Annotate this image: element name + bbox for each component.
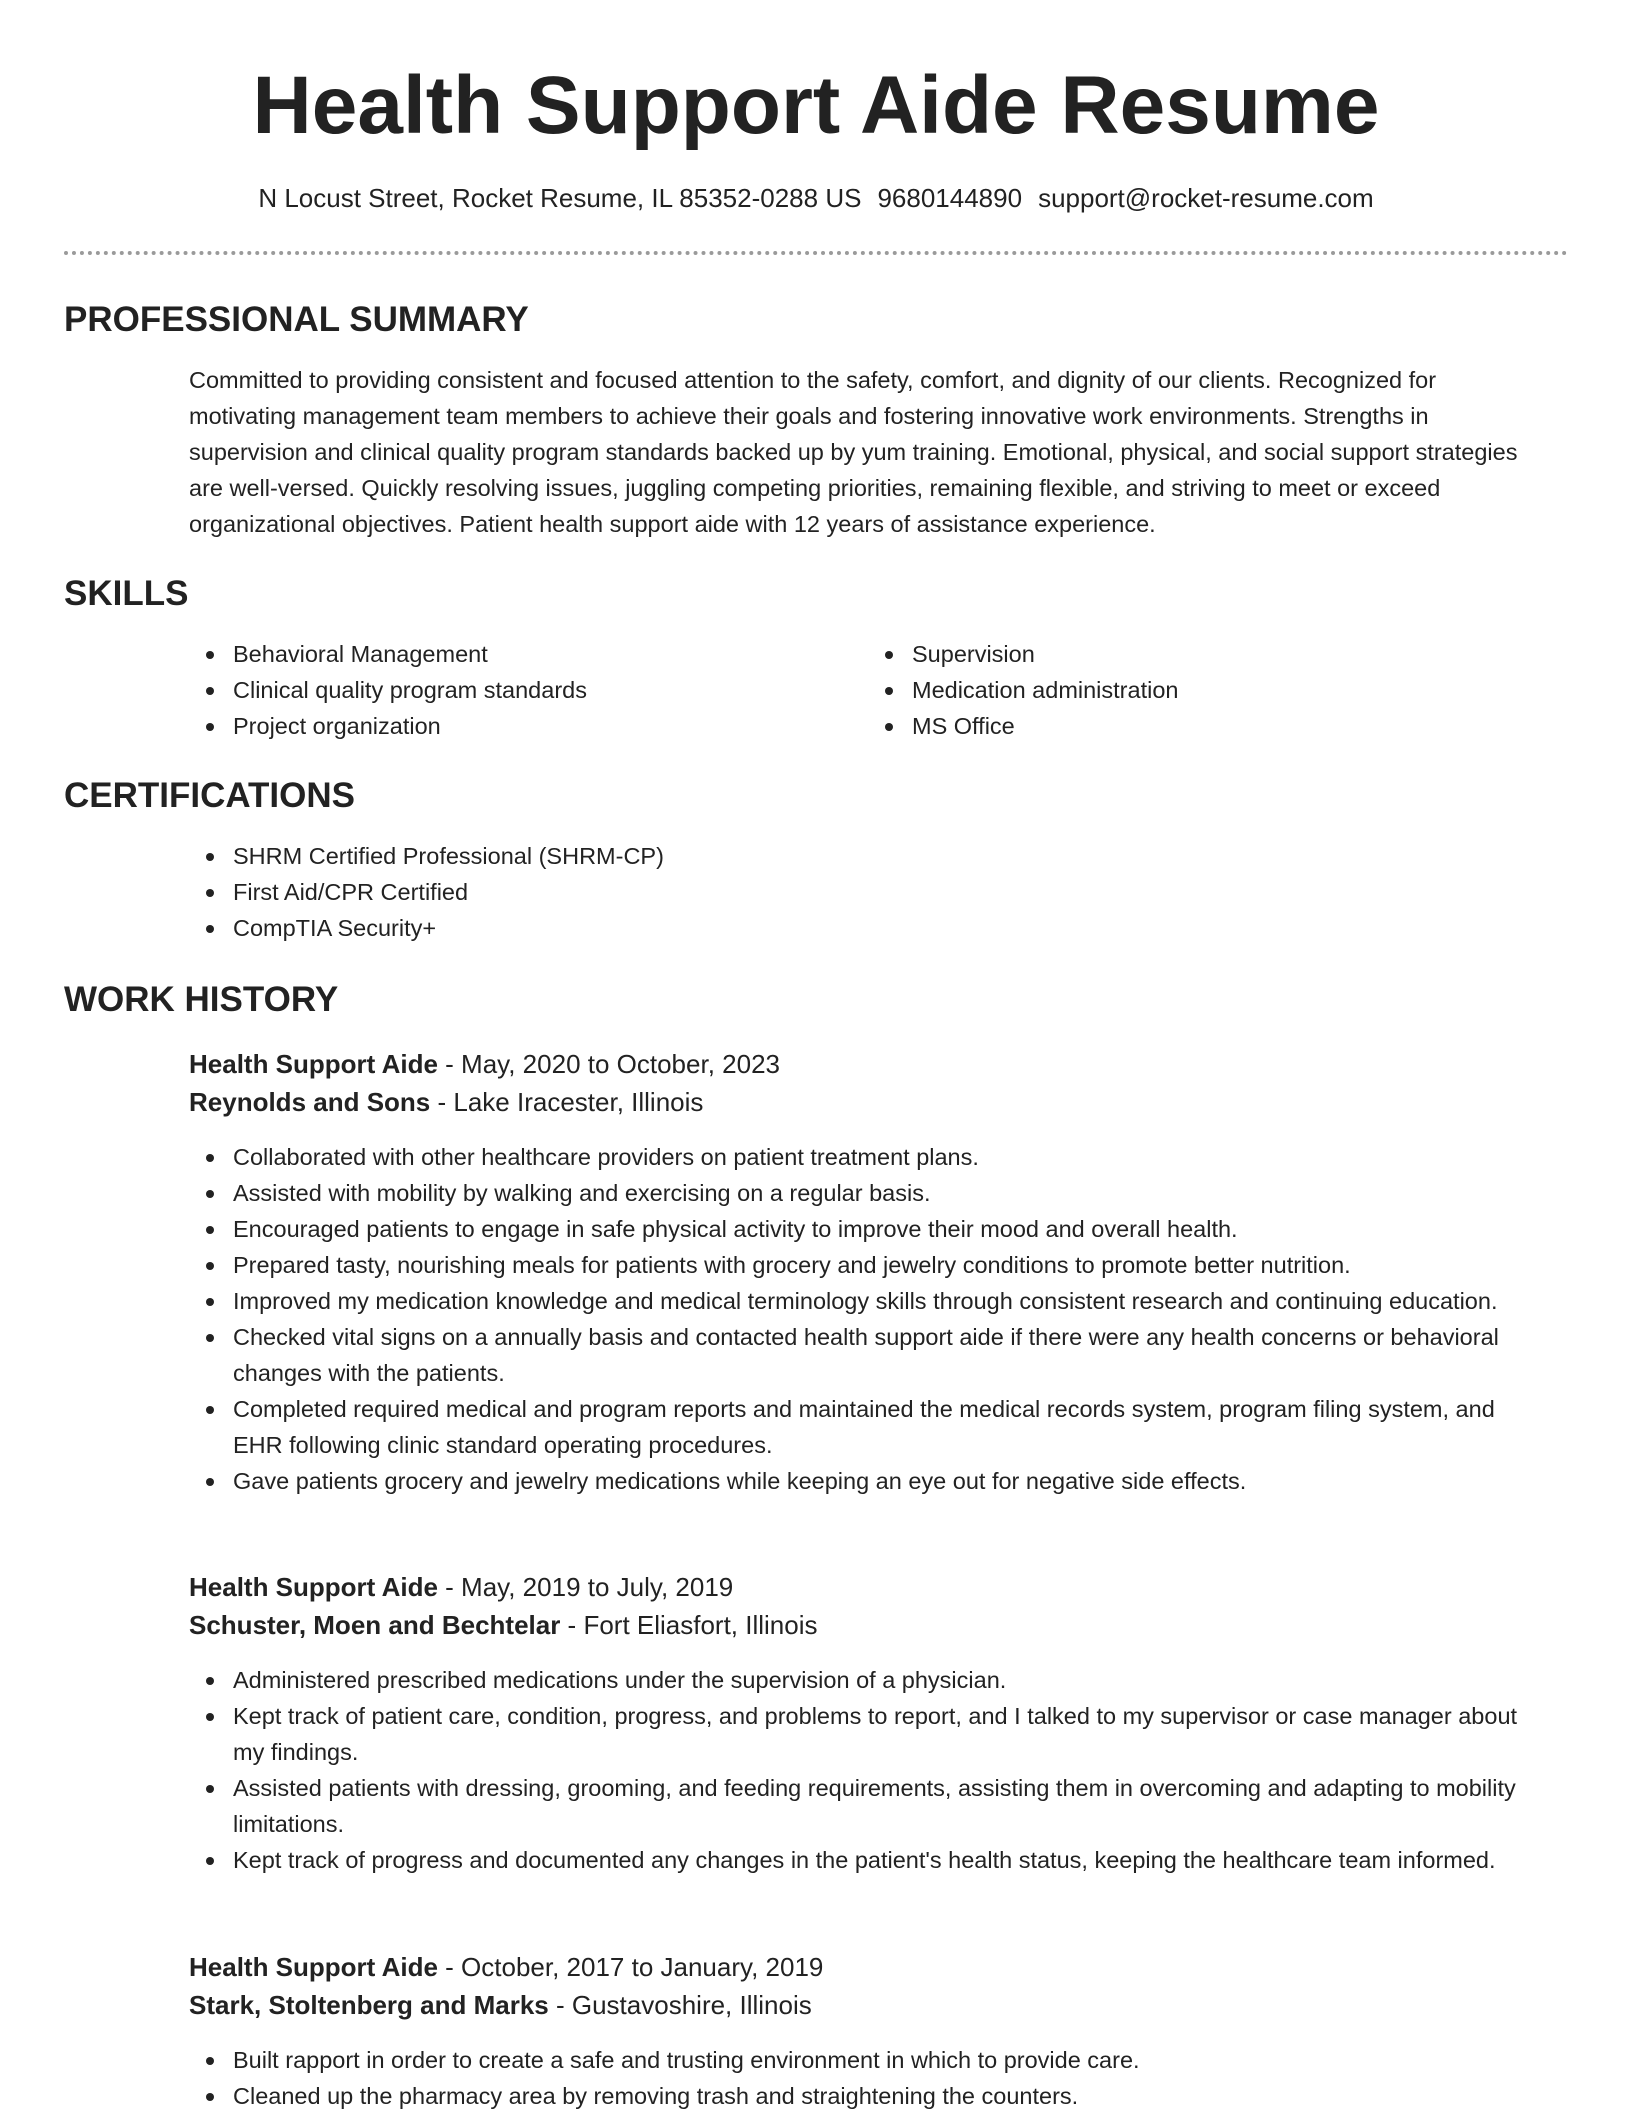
job-bullet: Encouraged patients to engage in safe physical activity to improve their mood and overall health. [189,1211,1549,1247]
job-title-line: Health Support Aide - October, 2017 to January, 2019 [189,1952,824,1982]
job-company: Reynolds and Sons [189,1087,431,1117]
skill-item: Clinical quality program standards [189,672,829,708]
job-title: Health Support Aide [189,1952,438,1982]
job-bullet: Completed required medical and program reports and maintained the medical records system, program filing system, and EHR following clinic standard operating procedures. [189,1391,1549,1463]
job-company-line: Schuster, Moen and Bechtelar - Fort Eliasfort, Illinois [189,1610,818,1640]
contact-line [0,180,1632,216]
section-heading: WORK HISTORY [64,980,339,1019]
job-title: Health Support Aide [189,1049,438,1079]
skill-item: Project organization [189,708,829,744]
job-title-line: Health Support Aide - May, 2020 to October, 2023 [189,1049,780,1079]
job-dates: May, 2019 to July, 2019 [461,1572,734,1602]
job-bullet: Assisted patients with dressing, grooming, and feeding requirements, assisting them in overcoming and adapting to mobility limitations. [189,1770,1549,1842]
skill-item: MS Office [868,708,1508,744]
job-company-line: Reynolds and Sons - Lake Iracester, Illinois [189,1087,704,1117]
job-bullet: Collaborated with other healthcare providers on patient treatment plans. [189,1139,1549,1175]
job-location: Lake Iracester, Illinois [453,1087,704,1117]
job-bullet: Built rapport in order to create a safe and trusting environment in which to provide care. [189,2042,1549,2078]
job-dates: May, 2020 to October, 2023 [461,1049,780,1079]
skill-item: Supervision [868,636,1508,672]
section-heading: PROFESSIONAL SUMMARY [64,300,529,339]
job-bullets [189,1139,1549,1499]
job-bullet: Kept track of patient care, condition, progress, and problems to report, and I talked to my supervisor or case manager about my findings. [189,1698,1549,1770]
job-company: Schuster, Moen and Bechtelar [189,1610,561,1640]
job-bullet: Cleaned up the pharmacy area by removing trash and straightening the counters. [189,2078,1549,2114]
skills-list-right [868,636,1508,744]
certification-item: First Aid/CPR Certified [189,874,1189,910]
summary-text: Committed to providing consistent and focused attention to the safety, comfort, and dignity of our clients. Recognized for motivating management team members to achieve their goals and fostering innovative work environments. Strengths in supervision and clinical quality program standards backed up by yum training. Emotional, physical, and social support strategies are well-versed. Quickly resolving issues, juggling competing priorities, remaining flexible, and striving to meet or exceed organizational objectives. Patient health support aide with 12 years of assistance experience. [189,367,1518,537]
job-bullet: Improved my medication knowledge and medical terminology skills through consistent research and continuing education. [189,1283,1549,1319]
skill-item: Behavioral Management [189,636,829,672]
resume-title: Health Support Aide Resume [252,60,1380,151]
job-bullets [189,1662,1549,1878]
job-bullets [189,2042,1549,2114]
job-bullet: Kept track of progress and documented any changes in the patient's health status, keeping the healthcare team informed. [189,1842,1549,1878]
address-text: N Locust Street, Rocket Resume, IL 85352-0288 US [258,183,862,213]
job-bullet: Checked vital signs on a annually basis and contacted health support aide if there were any health concerns or behavioral changes with the patients. [189,1319,1549,1391]
job-location: Gustavoshire, Illinois [571,1990,812,2020]
job-bullet: Administered prescribed medications under the supervision of a physician. [189,1662,1549,1698]
job-company-line: Stark, Stoltenberg and Marks - Gustavoshire, Illinois [189,1990,812,2020]
certification-item: CompTIA Security+ [189,910,1189,946]
certification-item: SHRM Certified Professional (SHRM-CP) [189,838,1189,874]
job-bullet: Prepared tasty, nourishing meals for patients with grocery and jewelry conditions to promote better nutrition. [189,1247,1549,1283]
email-text: support@rocket-resume.com [1038,183,1374,213]
job-bullet: Assisted with mobility by walking and exercising on a regular basis. [189,1175,1549,1211]
phone-text: 9680144890 [877,183,1023,213]
header-divider [64,251,1568,255]
job-company: Stark, Stoltenberg and Marks [189,1990,549,2020]
job-bullet: Gave patients grocery and jewelry medications while keeping an eye out for negative side effects. [189,1463,1549,1499]
section-heading: CERTIFICATIONS [64,776,356,815]
job-title: Health Support Aide [189,1572,438,1602]
certifications-list [189,838,1189,946]
job-location: Fort Eliasfort, Illinois [583,1610,818,1640]
section-heading: SKILLS [64,574,189,613]
job-title-line: Health Support Aide - May, 2019 to July, 2019 [189,1572,734,1602]
skills-list-left [189,636,829,744]
job-dates: October, 2017 to January, 2019 [461,1952,824,1982]
skill-item: Medication administration [868,672,1508,708]
